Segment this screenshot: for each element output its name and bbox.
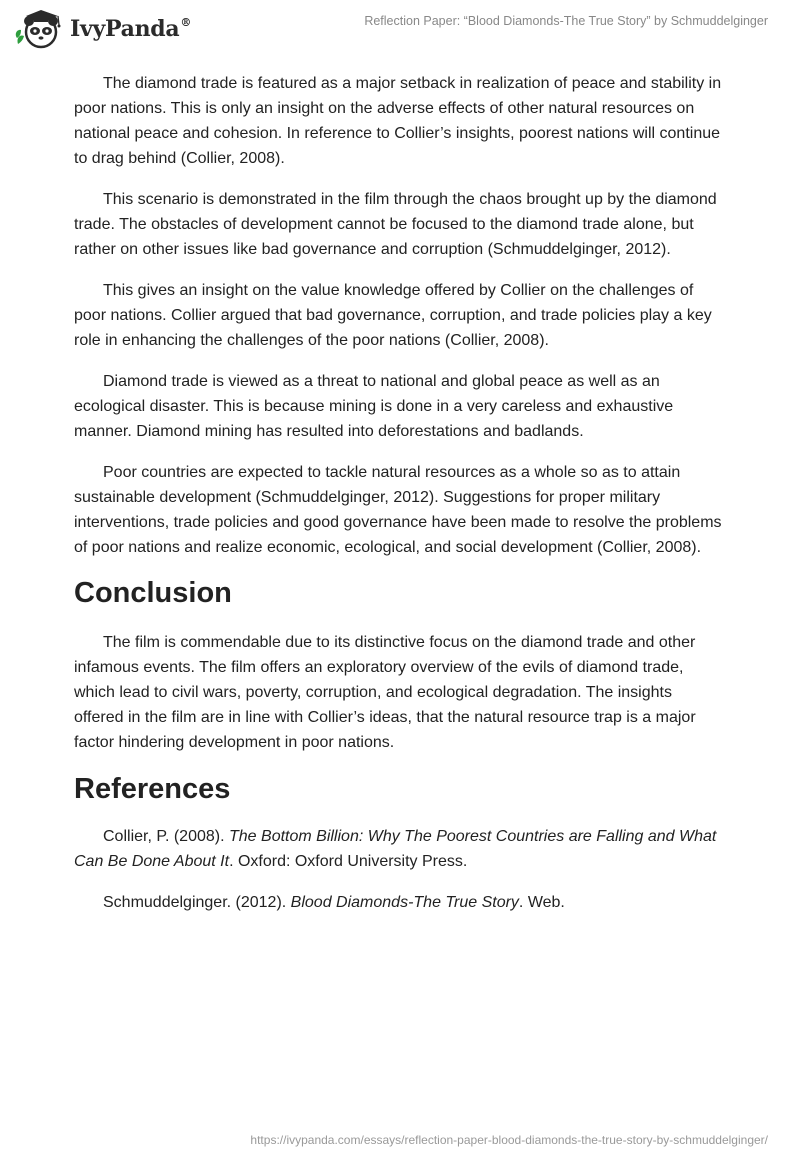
body-paragraph: This gives an insight on the value knowledge offered by Collier on the challenges of poor nations. Collier argued that bad governance, corruption, and trade policies play a key role in enhancing the challenges of the poor nations (Collier, 2008). xyxy=(74,282,712,349)
reference-title: The Bottom Billion: Why The Poorest Countries are Falling and What Can Be Done About It xyxy=(74,828,717,870)
body-paragraph: The diamond trade is featured as a major setback in realization of peace and stability in poor nations. This is only an insight on the adverse effects of other natural resources on national peace and cohesion. In reference to Collier’s insights, poorest nations will continue to drag behind (Collier, 2008). xyxy=(74,75,722,167)
reference-item: Collier, P. (2008). The Bottom Billion: Why The Poorest Countries are Falling and What Can Be Done About It. Oxford: Oxford University Press. xyxy=(74,828,717,870)
conclusion-paragraph: The film is commendable due to its distinctive focus on the diamond trade and other infamous events. The film offers an exploratory overview of the evils of diamond trade, which lead to civil wars, poverty, corruption, and ecological degradation. The insights offered in the film are in line with Collier’s ideas, that the natural resource trap is a major factor hindering development in poor nations. xyxy=(74,634,696,751)
page-header xyxy=(0,0,800,60)
body-paragraph: This scenario is demonstrated in the film through the chaos brought up by the diamond trade. The obstacles of development cannot be focused to the diamond trade alone, but rather on other issues like bad governance and corruption (Schmuddelginger, 2012). xyxy=(74,191,717,258)
references-heading: References xyxy=(74,773,231,805)
reference-title: Blood Diamonds-The True Story xyxy=(290,894,519,911)
conclusion-heading: Conclusion xyxy=(74,577,232,609)
source-url[interactable]: https://ivypanda.com/essays/reflection-paper-blood-diamonds-the-true-story-by-schmuddelginger/ xyxy=(250,1133,768,1147)
essay-content xyxy=(74,71,724,931)
panda-graduate-icon xyxy=(14,8,66,50)
ivypanda-logo[interactable] xyxy=(14,8,191,50)
running-title: Reflection Paper: “Blood Diamonds-The True Story” by Schmuddelginger xyxy=(364,14,768,28)
reference-item: Schmuddelginger. (2012). Blood Diamonds-The True Story. Web. xyxy=(103,894,565,911)
body-paragraph: Poor countries are expected to tackle natural resources as a whole so as to attain sustainable development (Schmuddelginger, 2012). Suggestions for proper military interventions, trade policies and good governance have been made to resolve the problems of poor nations and realize economic, ecological, and social development (Collier, 2008). xyxy=(74,464,722,556)
brand-name: IvyPanda® xyxy=(70,16,192,42)
body-paragraph: Diamond trade is viewed as a threat to national and global peace as well as an ecological disaster. This is because mining is done in a very careless and exhaustive manner. Diamond mining has resulted into deforestations and badlands. xyxy=(74,373,674,440)
